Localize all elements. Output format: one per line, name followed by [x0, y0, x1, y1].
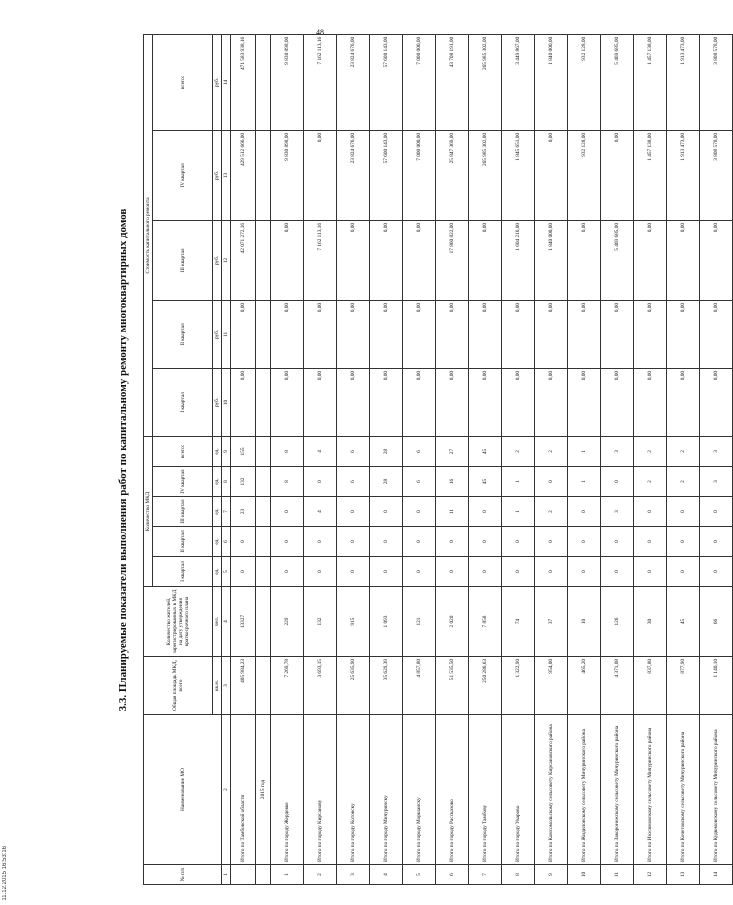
row-name: Итого по Кочетовскому сельсовету Мичуринского района [667, 715, 700, 865]
row-number: 8 [502, 865, 535, 885]
row-mkd-q1: 0 [304, 557, 337, 587]
document-title: 3.3. Планируемые показатели выполнения работ по капитальному ремонту многоквартирных домов [117, 208, 129, 712]
row-number: 14 [700, 865, 733, 885]
row-cost-q1: 0,00 [271, 368, 304, 436]
row-name: Итого по городу Мичуринску [370, 715, 403, 865]
row-cost-q1: 0,00 [370, 368, 403, 436]
footer-timestamp: 11.12.2015 16:53:16 [2, 846, 8, 901]
year-label: 2015 год [256, 715, 271, 865]
row-cost-q4: 3 808 578,00 [700, 130, 733, 220]
total-q4: 132 [231, 467, 256, 497]
header-mkd-q3: III квартал [153, 497, 213, 527]
total-q2: 0 [231, 527, 256, 557]
row-number: 10 [568, 865, 601, 885]
row-number: 9 [535, 865, 568, 885]
unit-ed: ед. [213, 467, 222, 497]
row-mkd-q3: 0 [568, 497, 601, 527]
row-area: 1 140,10 [700, 657, 733, 715]
header-cost-q4: IV квартал [153, 130, 213, 220]
row-cost-q4: 0,00 [535, 130, 568, 220]
row-mkd-q4: 45 [469, 467, 502, 497]
row-residents: 10 [568, 587, 601, 657]
row-cost-total: 1 840 000,00 [535, 34, 568, 130]
row-cost-q4: 932 128,00 [568, 130, 601, 220]
row-residents: 915 [337, 587, 370, 657]
row-cost-total: 7 162 113,16 [304, 34, 337, 130]
row-cost-q3: 0,00 [568, 220, 601, 300]
row-mkd-q4: 1 [502, 467, 535, 497]
header-mkd-count: Количество МКД [144, 436, 153, 586]
row-area: 4 857,80 [403, 657, 436, 715]
row-mkd-q3: 4 [304, 497, 337, 527]
row-cost-q1: 0,00 [469, 368, 502, 436]
row-mkd-q2: 0 [535, 527, 568, 557]
row-mkd-q3: 2 [535, 497, 568, 527]
row-residents: 1 093 [370, 587, 403, 657]
row-mkd-q1: 0 [700, 557, 733, 587]
row-cost-q2: 0,00 [469, 300, 502, 368]
row-mkd-q4: 1 [568, 467, 601, 497]
total-row [231, 34, 256, 884]
row-mkd-total: 3 [601, 436, 634, 466]
row-mkd-q1: 0 [436, 557, 469, 587]
row-mkd-total: 28 [370, 436, 403, 466]
unit-area: кв.м. [213, 657, 222, 715]
row-cost-total: 57 600 143,00 [370, 34, 403, 130]
row-cost-q4: 9 830 898,00 [271, 130, 304, 220]
column-index: 14 [222, 34, 231, 130]
table-row [469, 34, 502, 884]
row-name: Итого по Жидиловскому сельсовету Мичуринского района [568, 715, 601, 865]
row-mkd-q2: 0 [304, 527, 337, 557]
row-number: 11 [601, 865, 634, 885]
row-area: 4 371,08 [601, 657, 634, 715]
row-area: 35 629,39 [370, 657, 403, 715]
row-mkd-total: 2 [502, 436, 535, 466]
unit-rub: руб. [213, 220, 222, 300]
row-area: 877,90 [667, 657, 700, 715]
row-name: Итого по Изосимовскому сельсовету Мичуринского района [634, 715, 667, 865]
row-residents: 126 [601, 587, 634, 657]
row-cost-q1: 0,00 [700, 368, 733, 436]
row-cost-q4: 23 824 676,00 [337, 130, 370, 220]
total-cost-q4: 429 512 666,00 [231, 130, 256, 220]
row-mkd-total: 8 [271, 436, 304, 466]
unit-rub: руб. [213, 34, 222, 130]
row-cost-q4: 1 845 651,00 [502, 130, 535, 220]
row-name: Итого по городу Рассказово [436, 715, 469, 865]
header-cost-q2: II квартал [153, 300, 213, 368]
table-row [700, 34, 733, 884]
row-number: 3 [337, 865, 370, 885]
row-mkd-total: 6 [403, 436, 436, 466]
column-index: 8 [222, 467, 231, 497]
row-cost-q4: 1 913 473,00 [667, 130, 700, 220]
header-mkd-q4: IV квартал [153, 467, 213, 497]
table-row [667, 34, 700, 884]
row-mkd-q2: 0 [403, 527, 436, 557]
row-mkd-total: 27 [436, 436, 469, 466]
table-row [370, 34, 403, 884]
row-mkd-q2: 0 [634, 527, 667, 557]
row-number: 13 [667, 865, 700, 885]
row-mkd-q2: 0 [568, 527, 601, 557]
row-mkd-q3: 0 [403, 497, 436, 527]
row-residents: 7 858 [469, 587, 502, 657]
row-mkd-q4: 8 [271, 467, 304, 497]
row-mkd-q3: 3 [601, 497, 634, 527]
row-cost-total: 3 808 578,00 [700, 34, 733, 130]
row-mkd-total: 1 [568, 436, 601, 466]
row-cost-q1: 0,00 [634, 368, 667, 436]
row-name: Итого по городу Уварово [502, 715, 535, 865]
header-cost-q1: I квартал [153, 368, 213, 436]
row-cost-total: 3 449 867,00 [502, 34, 535, 130]
row-cost-q3: 0,00 [403, 220, 436, 300]
row-mkd-q3: 0 [634, 497, 667, 527]
row-cost-q1: 0,00 [667, 368, 700, 436]
table-row [634, 34, 667, 884]
row-cost-q1: 0,00 [502, 368, 535, 436]
row-cost-q2: 0,00 [304, 300, 337, 368]
row-mkd-q4: 16 [436, 467, 469, 497]
unit-ed: ед. [213, 527, 222, 557]
row-mkd-q4: 0 [304, 467, 337, 497]
row-cost-q2: 0,00 [634, 300, 667, 368]
row-mkd-q1: 0 [337, 557, 370, 587]
row-name: Итого по городу Жердевке [271, 715, 304, 865]
row-residents: 2 020 [436, 587, 469, 657]
rotated-page [103, 35, 720, 885]
row-residents: 37 [535, 587, 568, 657]
column-index: 3 [222, 657, 231, 715]
row-residents: 132 [304, 587, 337, 657]
row-cost-q2: 0,00 [601, 300, 634, 368]
row-cost-q3: 0,00 [667, 220, 700, 300]
row-mkd-q3: 0 [370, 497, 403, 527]
unit-ed: ед. [213, 436, 222, 466]
header-name: Наименование МО [144, 715, 222, 865]
row-cost-q2: 0,00 [535, 300, 568, 368]
total-residents: 13327 [231, 587, 256, 657]
column-index: 1 [222, 865, 231, 885]
row-cost-q1: 0,00 [337, 368, 370, 436]
row-cost-q2: 0,00 [667, 300, 700, 368]
row-cost-total: 23 824 676,00 [337, 34, 370, 130]
table-row [337, 34, 370, 884]
row-mkd-q4: 0 [535, 467, 568, 497]
table-row [271, 34, 304, 884]
header-cost: Стоимость капитального ремонта [144, 34, 153, 436]
row-mkd-q1: 0 [667, 557, 700, 587]
row-area: 7 269,78 [271, 657, 304, 715]
column-index: 12 [222, 220, 231, 300]
repair-indicators-table [143, 34, 733, 885]
total-cost-sum: 471 583 938,16 [231, 34, 256, 130]
row-mkd-q1: 0 [568, 557, 601, 587]
header-residents: Количество жителей, зарегистрированных в МКД на дату утверждения краткосрочного плана [144, 587, 213, 657]
row-cost-q2: 0,00 [403, 300, 436, 368]
row-mkd-q1: 0 [502, 557, 535, 587]
row-mkd-q1: 0 [271, 557, 304, 587]
row-area: 250 286,63 [469, 657, 502, 715]
row-mkd-q2: 0 [370, 527, 403, 557]
row-mkd-q1: 0 [370, 557, 403, 587]
row-mkd-q4: 0 [601, 467, 634, 497]
row-mkd-q2: 0 [271, 527, 304, 557]
row-name: Итого по городу Кирсанову [304, 715, 337, 865]
total-count: 155 [231, 436, 256, 466]
column-index: 6 [222, 527, 231, 557]
row-cost-total: 7 000 000,00 [403, 34, 436, 130]
row-cost-q1: 0,00 [601, 368, 634, 436]
row-cost-q1: 0,00 [568, 368, 601, 436]
row-mkd-q3: 0 [469, 497, 502, 527]
table-row [535, 34, 568, 884]
year-row [256, 34, 271, 884]
row-mkd-total: 2 [667, 436, 700, 466]
total-q1: 0 [231, 557, 256, 587]
row-name: Итого по городу Моршанску [403, 715, 436, 865]
row-cost-total: 1 913 473,00 [667, 34, 700, 130]
row-mkd-total: 45 [469, 436, 502, 466]
column-index: 7 [222, 497, 231, 527]
row-mkd-q1: 0 [403, 557, 436, 587]
table-row [304, 34, 337, 884]
header-mkd-q2: II квартал [153, 527, 213, 557]
row-cost-q2: 0,00 [337, 300, 370, 368]
table-row [568, 34, 601, 884]
row-cost-q3: 1 840 000,00 [535, 220, 568, 300]
row-cost-total: 5 469 685,00 [601, 34, 634, 130]
column-index: 2 [222, 715, 231, 865]
header-mkd-q1: I квартал [153, 557, 213, 587]
row-mkd-q1: 0 [469, 557, 502, 587]
row-cost-total: 9 830 898,00 [271, 34, 304, 130]
row-area: 465,20 [568, 657, 601, 715]
row-residents: 121 [403, 587, 436, 657]
row-cost-q2: 0,00 [271, 300, 304, 368]
row-cost-q3: 17 860 822,00 [436, 220, 469, 300]
row-cost-q4: 265 985 302,00 [469, 130, 502, 220]
row-residents: 74 [502, 587, 535, 657]
row-name: Итого по городу Котовску [337, 715, 370, 865]
header-mkd-total: всего: [153, 436, 213, 466]
column-index-row [222, 34, 231, 884]
row-mkd-q4: 2 [667, 467, 700, 497]
total-area: 405 984,23 [231, 657, 256, 715]
row-cost-q4: 57 600 143,00 [370, 130, 403, 220]
row-cost-q3: 0,00 [469, 220, 502, 300]
row-mkd-q1: 0 [601, 557, 634, 587]
total-cost-q1: 0,00 [231, 368, 256, 436]
row-cost-q3: 0,00 [337, 220, 370, 300]
column-index: 11 [222, 300, 231, 368]
row-area: 51 535,50 [436, 657, 469, 715]
unit-rub: руб. [213, 300, 222, 368]
row-cost-q3: 1 604 216,00 [502, 220, 535, 300]
total-name: Итого по Тамбовской области [231, 715, 256, 865]
unit-rub: руб. [213, 368, 222, 436]
row-mkd-q4: 28 [370, 467, 403, 497]
row-cost-q4: 0,00 [601, 130, 634, 220]
row-cost-total: 1 457 138,00 [634, 34, 667, 130]
row-mkd-q3: 0 [667, 497, 700, 527]
row-mkd-q2: 0 [700, 527, 733, 557]
row-cost-q2: 0,00 [700, 300, 733, 368]
row-mkd-q2: 0 [436, 527, 469, 557]
header-cost-q3: III квартал [153, 220, 213, 300]
row-residents: 229 [271, 587, 304, 657]
row-mkd-q4: 6 [337, 467, 370, 497]
row-number: 12 [634, 865, 667, 885]
row-mkd-total: 6 [337, 436, 370, 466]
row-number: 7 [469, 865, 502, 885]
row-cost-q2: 0,00 [370, 300, 403, 368]
row-cost-q1: 0,00 [403, 368, 436, 436]
page-number: 48 [316, 28, 324, 37]
row-mkd-total: 2 [535, 436, 568, 466]
row-cost-q3: 5 469 685,00 [601, 220, 634, 300]
row-name: Итого по Кудюмовскому сельсовету Мичуринского района [700, 715, 733, 865]
row-mkd-q3: 0 [337, 497, 370, 527]
row-cost-q1: 0,00 [535, 368, 568, 436]
column-index: 13 [222, 130, 231, 220]
row-cost-q4: 0,00 [304, 130, 337, 220]
row-cost-q3: 0,00 [700, 220, 733, 300]
row-name: Итого по Комсомольскому сельсовету Кирсановского района [535, 715, 568, 865]
row-mkd-q2: 0 [469, 527, 502, 557]
row-cost-total: 932 128,00 [568, 34, 601, 130]
row-residents: 45 [667, 587, 700, 657]
unit-people: чел. [213, 587, 222, 657]
row-mkd-q2: 0 [601, 527, 634, 557]
row-area: 1 322,90 [502, 657, 535, 715]
rotated-content [103, 35, 720, 885]
row-cost-q1: 0,00 [304, 368, 337, 436]
total-q3: 23 [231, 497, 256, 527]
row-cost-q4: 1 457 138,00 [634, 130, 667, 220]
column-index: 4 [222, 587, 231, 657]
row-name: Итого по Заворонежскому сельсовету Мичуринского района [601, 715, 634, 865]
table-row [436, 34, 469, 884]
row-mkd-q2: 0 [502, 527, 535, 557]
row-cost-total: 265 985 302,00 [469, 34, 502, 130]
table-row [502, 34, 535, 884]
header-cost-total: всего: [153, 34, 213, 130]
row-number: 4 [370, 865, 403, 885]
row-mkd-q3: 0 [271, 497, 304, 527]
row-mkd-q3: 1 [502, 497, 535, 527]
row-number: 5 [403, 865, 436, 885]
row-cost-q4: 25 847 369,00 [436, 130, 469, 220]
table-row [601, 34, 634, 884]
header-area: Общая площадь МКД, всего [144, 657, 213, 715]
column-index: 9 [222, 436, 231, 466]
unit-rub: руб. [213, 130, 222, 220]
column-index: 5 [222, 557, 231, 587]
row-mkd-q3: 0 [700, 497, 733, 527]
row-cost-q3: 0,00 [271, 220, 304, 300]
row-mkd-q1: 0 [535, 557, 568, 587]
row-residents: 66 [700, 587, 733, 657]
row-number: 6 [436, 865, 469, 885]
row-mkd-q4: 2 [634, 467, 667, 497]
table-row [403, 34, 436, 884]
row-mkd-q4: 6 [403, 467, 436, 497]
row-residents: 30 [634, 587, 667, 657]
total-cost-q2: 0,00 [231, 300, 256, 368]
row-number: 1 [271, 865, 304, 885]
row-area: 954,00 [535, 657, 568, 715]
row-mkd-total: 3 [700, 436, 733, 466]
row-area: 837,80 [634, 657, 667, 715]
row-mkd-q4: 3 [700, 467, 733, 497]
row-cost-q4: 7 000 000,00 [403, 130, 436, 220]
row-cost-q2: 0,00 [568, 300, 601, 368]
unit-ed: ед. [213, 497, 222, 527]
row-cost-q2: 0,00 [502, 300, 535, 368]
row-cost-q3: 7 162 113,16 [304, 220, 337, 300]
row-mkd-total: 4 [304, 436, 337, 466]
row-name: Итого по городу Тамбову [469, 715, 502, 865]
row-cost-q3: 0,00 [370, 220, 403, 300]
row-cost-q3: 0,00 [634, 220, 667, 300]
row-mkd-q3: 11 [436, 497, 469, 527]
unit-ed: ед. [213, 557, 222, 587]
row-area: 3 693,15 [304, 657, 337, 715]
row-mkd-q1: 0 [634, 557, 667, 587]
row-mkd-q2: 0 [337, 527, 370, 557]
row-mkd-q2: 0 [667, 527, 700, 557]
row-cost-q2: 0,00 [436, 300, 469, 368]
column-index: 10 [222, 368, 231, 436]
row-area: 25 635,90 [337, 657, 370, 715]
row-cost-q1: 0,00 [436, 368, 469, 436]
total-cost-q3: 42 071 272,16 [231, 220, 256, 300]
row-mkd-total: 2 [634, 436, 667, 466]
row-cost-total: 43 708 191,00 [436, 34, 469, 130]
header-no: № п/п [144, 865, 222, 885]
row-number: 2 [304, 865, 337, 885]
